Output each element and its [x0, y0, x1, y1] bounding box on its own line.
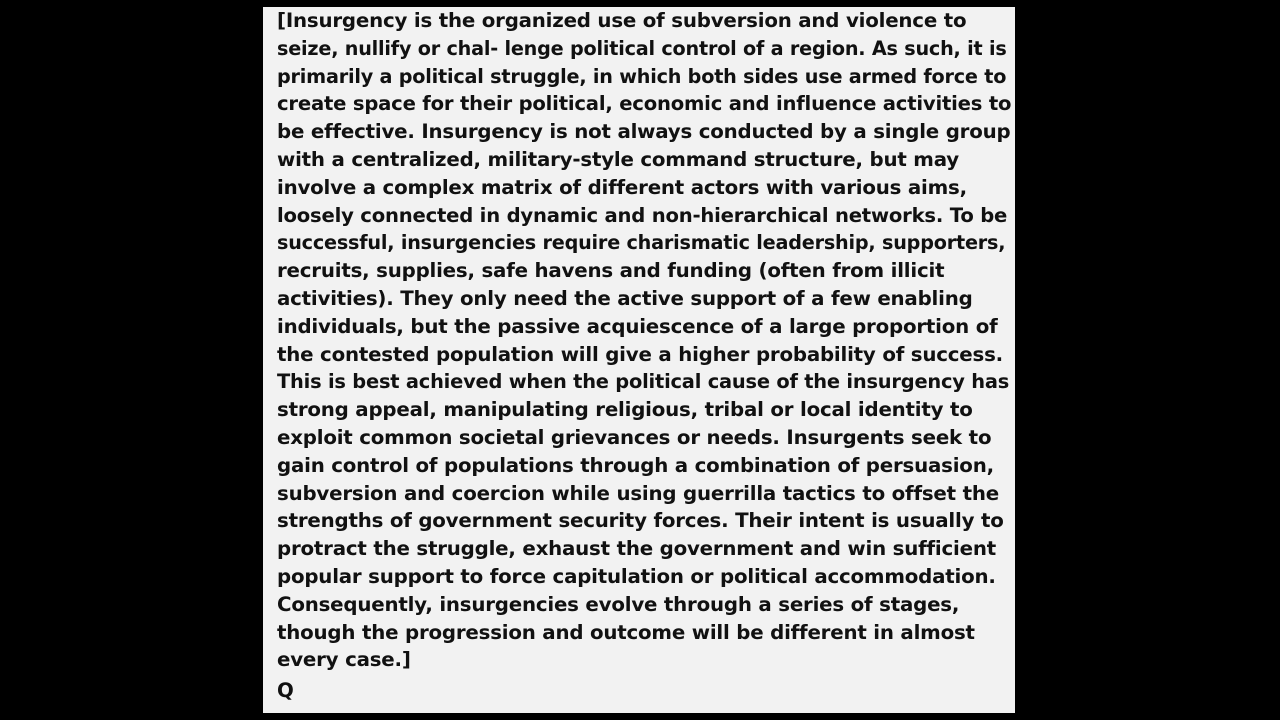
text-line: the contested population will give a higher probability of success. — [277, 342, 1003, 366]
text-line: seize, nullify or chal- lenge political control of a region. As such, it is — [277, 36, 1007, 60]
text-line: Consequently, insurgencies evolve through a series of stages, — [277, 592, 960, 616]
text-line: primarily a political struggle, in which both sides use armed force to — [277, 64, 1007, 88]
text-line: activities). They only need the active support of a few enabling — [277, 286, 973, 310]
text-line: strengths of government security forces. Their intent is usually to — [277, 509, 1004, 533]
text-line: popular support to force capitulation or political accommodation. — [277, 564, 996, 588]
text-line: create space for their political, economic and influence activities to — [277, 92, 1012, 116]
text-line: successful, insurgencies require charismatic leadership, supporters, — [277, 231, 1006, 255]
text-line: every case.] — [277, 648, 411, 672]
text-line: protract the struggle, exhaust the government and win sufficient — [277, 537, 996, 561]
text-line: exploit common societal grievances or needs. Insurgents seek to — [277, 425, 992, 449]
text-line: with a centralized, military-style command structure, but may — [277, 147, 959, 171]
trailing-letter: Q — [277, 679, 294, 702]
quoted-paragraph — [277, 7, 1013, 674]
text-line: individuals, but the passive acquiescence of a large proportion of — [277, 314, 998, 338]
text-line: This is best achieved when the political cause of the insurgency has — [277, 370, 1010, 394]
text-line: loosely connected in dynamic and non-hierarchical networks. To be — [277, 203, 1008, 227]
text-line: recruits, supplies, safe havens and funding (often from illicit — [277, 259, 945, 283]
text-line: gain control of populations through a combination of persuasion, — [277, 453, 994, 477]
text-line: [Insurgency is the organized use of subversion and violence to — [277, 9, 967, 32]
text-line: involve a complex matrix of different actors with various aims, — [277, 175, 967, 199]
text-line: strong appeal, manipulating religious, tribal or local identity to — [277, 398, 973, 422]
text-line: though the progression and outcome will be different in almost — [277, 620, 975, 644]
text-line: be effective. Insurgency is not always conducted by a single group — [277, 120, 1011, 144]
text-line: subversion and coercion while using guerrilla tactics to offset the — [277, 481, 999, 505]
document-page — [263, 7, 1015, 713]
